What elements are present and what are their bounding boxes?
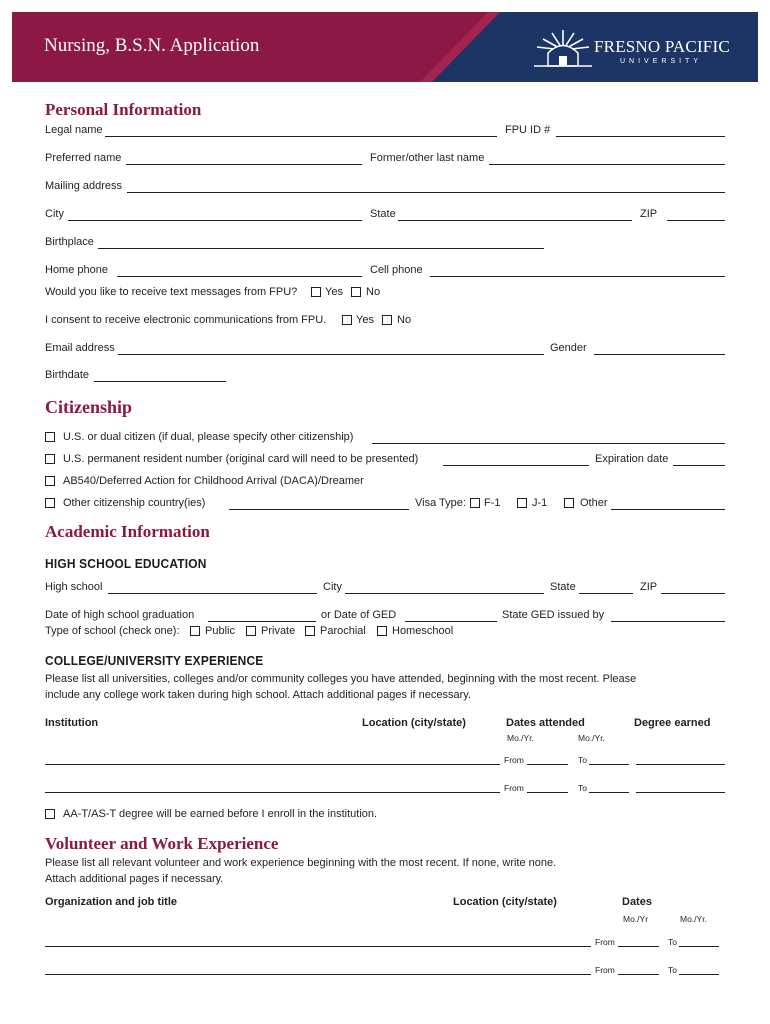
row-1-to-field[interactable]: [589, 764, 629, 765]
volunteer-row-2-to-field[interactable]: [679, 974, 719, 975]
volunteer-dates-column-header: Dates: [622, 896, 652, 908]
to-mo-yr-label: Mo./Yr.: [578, 733, 605, 743]
volunteer-row-2-to-label: To: [668, 965, 677, 975]
consent-question: I consent to receive electronic communications from FPU.: [45, 314, 327, 326]
row-2-from-label: From: [504, 783, 524, 793]
visa-other-field[interactable]: [611, 509, 725, 510]
consent-yes-checkbox[interactable]: [342, 315, 352, 325]
row-2-degree-field[interactable]: [636, 792, 725, 793]
preferred-name-field[interactable]: [126, 164, 362, 165]
consent-yes-label: Yes: [356, 314, 374, 326]
institution-row-1-field[interactable]: [45, 764, 500, 765]
institution-column-header: Institution: [45, 717, 99, 729]
gender-field[interactable]: [594, 354, 725, 355]
zip-field[interactable]: [667, 220, 725, 221]
preferred-name-label: Preferred name: [45, 152, 122, 164]
visa-type-label: Visa Type:: [415, 497, 466, 509]
private-label: Private: [261, 625, 296, 637]
parochial-checkbox[interactable]: [305, 626, 315, 636]
visa-other-label: Other: [580, 497, 608, 509]
header-banner: [0, 12, 770, 82]
volunteer-row-1-field[interactable]: [45, 946, 591, 947]
school-type-label: Type of school (check one):: [45, 625, 180, 637]
volunteer-row-2-from-field[interactable]: [618, 974, 659, 975]
legal-name-label: Legal name: [45, 124, 103, 136]
row-2-from-field[interactable]: [527, 792, 568, 793]
zip-label: ZIP: [640, 208, 658, 220]
hs-state-label: State: [550, 581, 576, 593]
former-name-field[interactable]: [489, 164, 725, 165]
mailing-address-field[interactable]: [127, 192, 725, 193]
public-label: Public: [205, 625, 235, 637]
birthdate-field[interactable]: [94, 381, 226, 382]
dates-attended-column-header: Dates attended: [506, 717, 585, 729]
hs-city-label: City: [323, 581, 342, 593]
gender-label: Gender: [550, 342, 587, 354]
resident-number-field[interactable]: [443, 465, 589, 466]
mailing-address-label: Mailing address: [45, 180, 123, 192]
home-phone-field[interactable]: [117, 276, 362, 277]
text-yes-label: Yes: [325, 286, 343, 298]
volunteer-heading: Volunteer and Work Experience: [45, 834, 279, 853]
public-checkbox[interactable]: [190, 626, 200, 636]
college-intro-line-1: Please list all universities, colleges and/or community colleges you have attended, beginning with the most recent. Please: [45, 673, 637, 685]
ged-date-field[interactable]: [405, 621, 497, 622]
cell-phone-field[interactable]: [430, 276, 725, 277]
university-subtitle: UNIVERSITY: [620, 58, 703, 65]
institution-row-2-field[interactable]: [45, 792, 500, 793]
state-label: State: [370, 208, 396, 220]
volunteer-intro-line-2: Attach additional pages if necessary.: [45, 873, 224, 885]
consent-no-label: No: [397, 314, 412, 326]
row-1-to-label: To: [578, 755, 587, 765]
ged-state-field[interactable]: [611, 621, 725, 622]
citizenship-heading: Citizenship: [45, 397, 133, 417]
hs-state-field[interactable]: [579, 593, 633, 594]
visa-j1-checkbox[interactable]: [517, 498, 527, 508]
volunteer-row-1-to-field[interactable]: [679, 946, 719, 947]
fpu-id-label: FPU ID #: [505, 124, 551, 136]
expiration-label: Expiration date: [595, 453, 669, 465]
high-school-field[interactable]: [108, 593, 317, 594]
personal-info-heading: Personal Information: [45, 100, 202, 119]
daca-label: AB540/Deferred Action for Childhood Arrival (DACA)/Dreamer: [63, 475, 364, 487]
city-label: City: [45, 208, 64, 220]
email-field[interactable]: [118, 354, 544, 355]
ged-date-label: or Date of GED: [321, 609, 397, 621]
hs-zip-field[interactable]: [661, 593, 725, 594]
text-no-label: No: [366, 286, 381, 298]
hs-zip-label: ZIP: [640, 581, 658, 593]
location-column-header: Location (city/state): [362, 717, 466, 729]
volunteer-location-column-header: Location (city/state): [453, 896, 557, 908]
high-school-heading: HIGH SCHOOL EDUCATION: [45, 556, 207, 571]
visa-f1-label: F-1: [484, 497, 501, 509]
volunteer-to-mo-yr-label: Mo./Yr.: [680, 914, 707, 924]
other-citizenship-label: Other citizenship country(ies): [63, 497, 206, 509]
visa-j1-label: J-1: [532, 497, 548, 509]
dual-citizenship-field[interactable]: [372, 443, 725, 444]
high-school-label: High school: [45, 581, 103, 593]
homeschool-label: Homeschool: [392, 625, 454, 637]
grad-date-label: Date of high school graduation: [45, 609, 195, 621]
page-title: Nursing, B.S.N. Application: [44, 35, 260, 56]
birthplace-label: Birthplace: [45, 236, 94, 248]
organization-column-header: Organization and job title: [45, 896, 177, 908]
volunteer-row-2-from-label: From: [595, 965, 615, 975]
volunteer-from-mo-yr-label: Mo./Yr: [623, 914, 649, 924]
row-2-to-label: To: [578, 783, 587, 793]
other-citizenship-checkbox[interactable]: [45, 498, 55, 508]
college-intro-line-2: include any college work taken during high school. Attach additional pages if necessary.: [45, 689, 472, 701]
legal-name-field[interactable]: [105, 136, 497, 137]
consent-no-checkbox[interactable]: [382, 315, 392, 325]
text-no-checkbox[interactable]: [351, 287, 361, 297]
volunteer-row-1-from-label: From: [595, 937, 615, 947]
volunteer-row-1-from-field[interactable]: [618, 946, 659, 947]
row-1-from-field[interactable]: [527, 764, 568, 765]
home-phone-label: Home phone: [45, 264, 108, 276]
birthplace-field[interactable]: [98, 248, 544, 249]
parochial-label: Parochial: [320, 625, 366, 637]
private-checkbox[interactable]: [246, 626, 256, 636]
aat-label: AA-T/AS-T degree will be earned before I enroll in the institution.: [63, 808, 378, 820]
row-2-to-field[interactable]: [589, 792, 629, 793]
academic-info-heading: Academic Information: [45, 522, 210, 541]
birthdate-label: Birthdate: [45, 369, 90, 381]
fpu-id-field[interactable]: [556, 136, 725, 137]
ged-state-label: State GED issued by: [502, 609, 605, 621]
from-mo-yr-label: Mo./Yr.: [507, 733, 534, 743]
college-heading: COLLEGE/UNIVERSITY EXPERIENCE: [45, 653, 264, 668]
permanent-resident-checkbox[interactable]: [45, 454, 55, 464]
text-messages-question: Would you like to receive text messages from FPU?: [45, 286, 298, 298]
degree-column-header: Degree earned: [634, 717, 711, 729]
row-1-from-label: From: [504, 755, 524, 765]
university-logo-icon: [532, 28, 594, 68]
us-citizen-checkbox[interactable]: [45, 432, 55, 442]
volunteer-row-1-to-label: To: [668, 937, 677, 947]
city-field[interactable]: [68, 220, 362, 221]
volunteer-row-2-field[interactable]: [45, 974, 591, 975]
expiration-field[interactable]: [673, 465, 725, 466]
row-1-degree-field[interactable]: [636, 764, 725, 765]
daca-checkbox[interactable]: [45, 476, 55, 486]
text-yes-checkbox[interactable]: [311, 287, 321, 297]
former-name-label: Former/other last name: [370, 152, 485, 164]
hs-city-field[interactable]: [345, 593, 544, 594]
state-field[interactable]: [398, 220, 632, 221]
us-citizen-label: U.S. or dual citizen (if dual, please specify other citizenship): [63, 431, 354, 443]
email-label: Email address: [45, 342, 115, 354]
volunteer-intro-line-1: Please list all relevant volunteer and work experience beginning with the most recent. If none, write none.: [45, 857, 557, 869]
other-citizenship-field[interactable]: [229, 509, 409, 510]
homeschool-checkbox[interactable]: [377, 626, 387, 636]
university-name: FRESNO PACIFIC: [594, 37, 730, 56]
visa-f1-checkbox[interactable]: [470, 498, 480, 508]
cell-phone-label: Cell phone: [370, 264, 423, 276]
grad-date-field[interactable]: [208, 621, 316, 622]
permanent-resident-label: U.S. permanent resident number (original card will need to be presented): [63, 453, 419, 465]
visa-other-checkbox[interactable]: [564, 498, 574, 508]
aat-checkbox[interactable]: [45, 809, 55, 819]
